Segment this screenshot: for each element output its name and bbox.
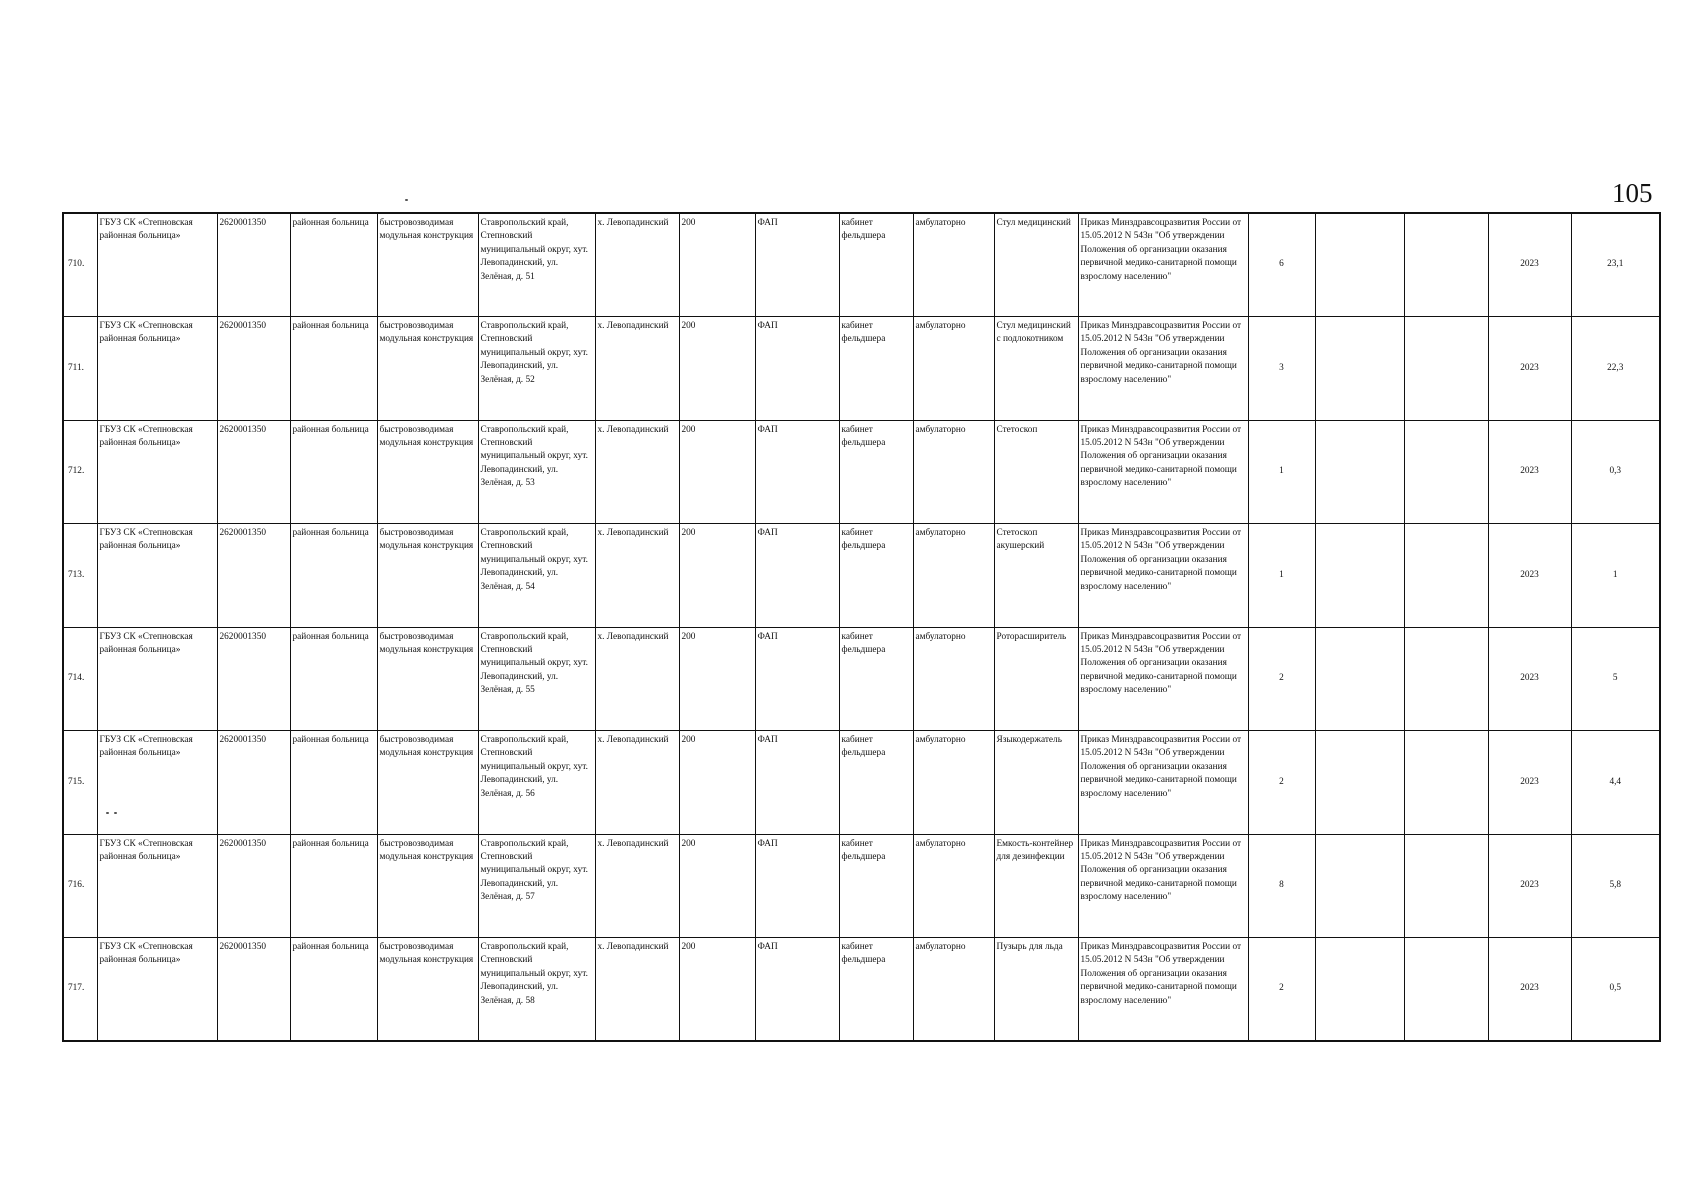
facility-type-cell: ФАП: [755, 731, 839, 835]
empty-cell: [1315, 731, 1404, 835]
address-cell: Ставропольский край, Степновский муниципальный округ, хут. Левопадинский, ул. Зелёная, д. 56: [478, 731, 595, 835]
regulation-order-cell: Приказ Минздравсоцразвития России от 15.05.2012 N 543н "Об утверждении Положения об организации оказания первичной медико-санитарной помощи взрослому населению": [1078, 627, 1248, 731]
facility-type-cell: ФАП: [755, 317, 839, 421]
year-cell: 2023: [1488, 834, 1571, 938]
organization-type-cell: районная больница: [290, 834, 377, 938]
row-number: 711.: [63, 317, 97, 421]
population-cell: 200: [679, 834, 755, 938]
room-cell: кабинет фельдшера: [839, 834, 913, 938]
table-row: [63, 420, 1660, 524]
care-form-cell: амбулаторно: [913, 834, 994, 938]
population-cell: 200: [679, 627, 755, 731]
population-cell: 200: [679, 731, 755, 835]
equipment-name-cell: Пузырь для льда: [994, 938, 1078, 1042]
empty-cell: [1404, 938, 1488, 1042]
row-number: 716.: [63, 834, 97, 938]
table-row: [63, 627, 1660, 731]
equipment-name-cell: Языкодержатель: [994, 731, 1078, 835]
year-cell: 2023: [1488, 524, 1571, 628]
regulation-order-cell: Приказ Минздравсоцразвития России от 15.05.2012 N 543н "Об утверждении Положения об организации оказания первичной медико-санитарной помощи взрослому населению": [1078, 213, 1248, 317]
building-type-cell: быстровозводимая модульная конструкция: [377, 834, 478, 938]
organization-cell: ГБУЗ СК «Степновская районная больница»: [97, 627, 217, 731]
facility-type-cell: ФАП: [755, 938, 839, 1042]
code-cell: 2620001350: [217, 317, 290, 421]
organization-cell: ГБУЗ СК «Степновская районная больница»: [97, 938, 217, 1042]
equipment-name-cell: Стул медицинский с подлокотником: [994, 317, 1078, 421]
population-cell: 200: [679, 938, 755, 1042]
organization-type-cell: районная больница: [290, 938, 377, 1042]
care-form-cell: амбулаторно: [913, 627, 994, 731]
organization-type-cell: районная больница: [290, 213, 377, 317]
facility-type-cell: ФАП: [755, 213, 839, 317]
row-number: 715.: [63, 731, 97, 835]
organization-cell: ГБУЗ СК «Степновская районная больница»: [97, 524, 217, 628]
quantity-cell: 1: [1248, 420, 1315, 524]
organization-cell: ГБУЗ СК «Степновская районная больница»: [97, 731, 217, 835]
address-cell: Ставропольский край, Степновский муниципальный округ, хут. Левопадинский, ул. Зелёная, д. 55: [478, 627, 595, 731]
care-form-cell: амбулаторно: [913, 524, 994, 628]
table-row: [63, 317, 1660, 421]
regulation-order-cell: Приказ Минздравсоцразвития России от 15.05.2012 N 543н "Об утверждении Положения об организации оказания первичной медико-санитарной помощи взрослому населению": [1078, 938, 1248, 1042]
room-cell: кабинет фельдшера: [839, 731, 913, 835]
year-cell: 2023: [1488, 420, 1571, 524]
quantity-cell: 1: [1248, 524, 1315, 628]
quantity-cell: 6: [1248, 213, 1315, 317]
code-cell: 2620001350: [217, 731, 290, 835]
empty-cell: [1404, 420, 1488, 524]
room-cell: кабинет фельдшера: [839, 420, 913, 524]
row-number: 712.: [63, 420, 97, 524]
quantity-cell: 3: [1248, 317, 1315, 421]
empty-cell: [1404, 524, 1488, 628]
cost-cell: 22,3: [1571, 317, 1660, 421]
quantity-cell: 2: [1248, 627, 1315, 731]
facility-type-cell: ФАП: [755, 524, 839, 628]
code-cell: 2620001350: [217, 938, 290, 1042]
quantity-cell: 2: [1248, 731, 1315, 835]
equipment-name-cell: Стетоскоп акушерский: [994, 524, 1078, 628]
population-cell: 200: [679, 317, 755, 421]
table-row: [63, 524, 1660, 628]
organization-type-cell: районная больница: [290, 317, 377, 421]
code-cell: 2620001350: [217, 213, 290, 317]
page-number: 105: [1612, 178, 1653, 208]
care-form-cell: амбулаторно: [913, 317, 994, 421]
settlement-cell: х. Левопадинский: [595, 524, 679, 628]
organization-type-cell: районная больница: [290, 731, 377, 835]
cost-cell: 1: [1571, 524, 1660, 628]
empty-cell: [1315, 938, 1404, 1042]
room-cell: кабинет фельдшера: [839, 213, 913, 317]
organization-cell: ГБУЗ СК «Степновская районная больница»: [97, 213, 217, 317]
row-number: 714.: [63, 627, 97, 731]
address-cell: Ставропольский край, Степновский муниципальный округ, хут. Левопадинский, ул. Зелёная, д. 53: [478, 420, 595, 524]
table-row: [63, 834, 1660, 938]
organization-cell: ГБУЗ СК «Степновская районная больница»: [97, 834, 217, 938]
address-cell: Ставропольский край, Степновский муниципальный округ, хут. Левопадинский, ул. Зелёная, д. 52: [478, 317, 595, 421]
code-cell: 2620001350: [217, 420, 290, 524]
table-row: [63, 213, 1660, 317]
empty-cell: [1315, 834, 1404, 938]
population-cell: 200: [679, 213, 755, 317]
organization-type-cell: районная больница: [290, 524, 377, 628]
regulation-order-cell: Приказ Минздравсоцразвития России от 15.05.2012 N 543н "Об утверждении Положения об организации оказания первичной медико-санитарной помощи взрослому населению": [1078, 317, 1248, 421]
regulation-order-cell: Приказ Минздравсоцразвития России от 15.05.2012 N 543н "Об утверждении Положения об организации оказания первичной медико-санитарной помощи взрослому населению": [1078, 524, 1248, 628]
building-type-cell: быстровозводимая модульная конструкция: [377, 731, 478, 835]
care-form-cell: амбулаторно: [913, 731, 994, 835]
code-cell: 2620001350: [217, 524, 290, 628]
settlement-cell: х. Левопадинский: [595, 317, 679, 421]
cost-cell: 23,1: [1571, 213, 1660, 317]
facility-type-cell: ФАП: [755, 834, 839, 938]
regulation-order-cell: Приказ Минздравсоцразвития России от 15.05.2012 N 543н "Об утверждении Положения об организации оказания первичной медико-санитарной помощи взрослому населению": [1078, 834, 1248, 938]
facility-type-cell: ФАП: [755, 627, 839, 731]
year-cell: 2023: [1488, 731, 1571, 835]
regulation-order-cell: Приказ Минздравсоцразвития России от 15.05.2012 N 543н "Об утверждении Положения об организации оказания первичной медико-санитарной помощи взрослому населению": [1078, 420, 1248, 524]
address-cell: Ставропольский край, Степновский муниципальный округ, хут. Левопадинский, ул. Зелёная, д. 51: [478, 213, 595, 317]
empty-cell: [1404, 213, 1488, 317]
empty-cell: [1404, 627, 1488, 731]
address-cell: Ставропольский край, Степновский муниципальный округ, хут. Левопадинский, ул. Зелёная, д. 54: [478, 524, 595, 628]
cost-cell: 5: [1571, 627, 1660, 731]
building-type-cell: быстровозводимая модульная конструкция: [377, 317, 478, 421]
year-cell: 2023: [1488, 317, 1571, 421]
organization-type-cell: районная больница: [290, 420, 377, 524]
organization-type-cell: районная больница: [290, 627, 377, 731]
building-type-cell: быстровозводимая модульная конструкция: [377, 938, 478, 1042]
row-number: 713.: [63, 524, 97, 628]
cost-cell: 5,8: [1571, 834, 1660, 938]
cost-cell: 4,4: [1571, 731, 1660, 835]
population-cell: 200: [679, 524, 755, 628]
room-cell: кабинет фельдшера: [839, 524, 913, 628]
settlement-cell: х. Левопадинский: [595, 627, 679, 731]
address-cell: Ставропольский край, Степновский муниципальный округ, хут. Левопадинский, ул. Зелёная, д. 58: [478, 938, 595, 1042]
organization-cell: ГБУЗ СК «Степновская районная больница»: [97, 420, 217, 524]
equipment-name-cell: Стул медицинский: [994, 213, 1078, 317]
empty-cell: [1404, 834, 1488, 938]
empty-cell: [1315, 524, 1404, 628]
building-type-cell: быстровозводимая модульная конструкция: [377, 524, 478, 628]
population-cell: 200: [679, 420, 755, 524]
facility-type-cell: ФАП: [755, 420, 839, 524]
settlement-cell: х. Левопадинский: [595, 420, 679, 524]
year-cell: 2023: [1488, 213, 1571, 317]
building-type-cell: быстровозводимая модульная конструкция: [377, 213, 478, 317]
empty-cell: [1404, 317, 1488, 421]
year-cell: 2023: [1488, 627, 1571, 731]
room-cell: кабинет фельдшера: [839, 938, 913, 1042]
equipment-name-cell: Роторасширитель: [994, 627, 1078, 731]
room-cell: кабинет фельдшера: [839, 317, 913, 421]
register-rows: [63, 213, 1660, 1041]
code-cell: 2620001350: [217, 834, 290, 938]
empty-cell: [1315, 627, 1404, 731]
scan-speck: [405, 199, 408, 201]
building-type-cell: быстровозводимая модульная конструкция: [377, 627, 478, 731]
regulation-order-cell: Приказ Минздравсоцразвития России от 15.05.2012 N 543н "Об утверждении Положения об организации оказания первичной медико-санитарной помощи взрослому населению": [1078, 731, 1248, 835]
quantity-cell: 8: [1248, 834, 1315, 938]
equipment-register-table: [62, 212, 1661, 1042]
settlement-cell: х. Левопадинский: [595, 938, 679, 1042]
cost-cell: 0,3: [1571, 420, 1660, 524]
empty-cell: [1315, 420, 1404, 524]
settlement-cell: х. Левопадинский: [595, 834, 679, 938]
year-cell: 2023: [1488, 938, 1571, 1042]
quantity-cell: 2: [1248, 938, 1315, 1042]
table-row: [63, 938, 1660, 1042]
empty-cell: [1315, 213, 1404, 317]
address-cell: Ставропольский край, Степновский муниципальный округ, хут. Левопадинский, ул. Зелёная, д. 57: [478, 834, 595, 938]
settlement-cell: х. Левопадинский: [595, 731, 679, 835]
table-row: [63, 731, 1660, 835]
cost-cell: 0,5: [1571, 938, 1660, 1042]
organization-cell: ГБУЗ СК «Степновская районная больница»: [97, 317, 217, 421]
care-form-cell: амбулаторно: [913, 420, 994, 524]
equipment-name-cell: Емкость-контейнер для дезинфекции: [994, 834, 1078, 938]
care-form-cell: амбулаторно: [913, 213, 994, 317]
room-cell: кабинет фельдшера: [839, 627, 913, 731]
code-cell: 2620001350: [217, 627, 290, 731]
empty-cell: [1315, 317, 1404, 421]
row-number: 717.: [63, 938, 97, 1042]
settlement-cell: х. Левопадинский: [595, 213, 679, 317]
empty-cell: [1404, 731, 1488, 835]
row-number: 710.: [63, 213, 97, 317]
equipment-name-cell: Стетоскоп: [994, 420, 1078, 524]
care-form-cell: амбулаторно: [913, 938, 994, 1042]
building-type-cell: быстровозводимая модульная конструкция: [377, 420, 478, 524]
